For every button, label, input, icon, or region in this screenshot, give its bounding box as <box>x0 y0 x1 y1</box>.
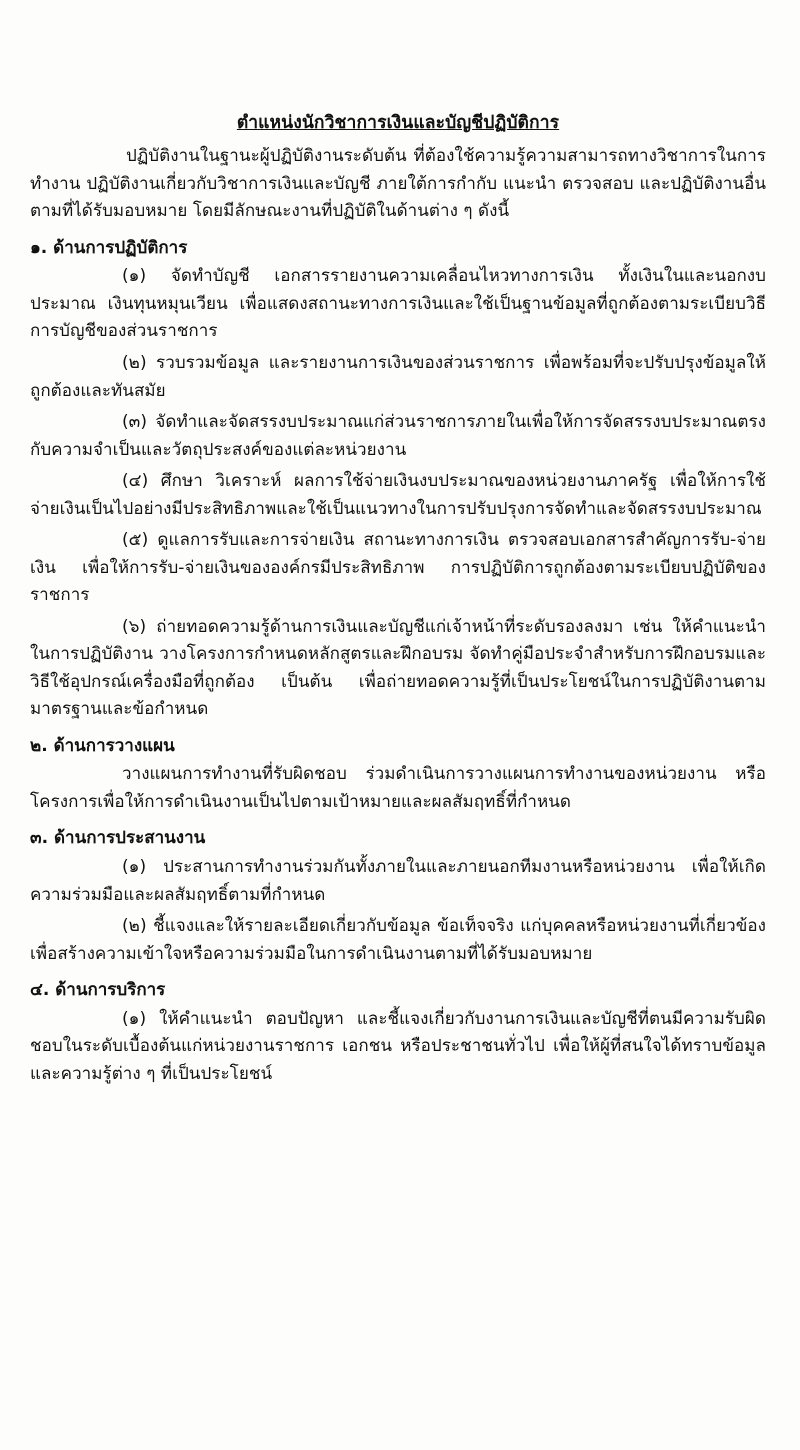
section-service <box>30 977 766 1088</box>
section-item: (๖) ถ่ายทอดความรู้ด้านการเงินและบัญชีแก่เจ้าหน้าที่ระดับรองลงมา เช่น ให้คำแนะนำในการปฏิบัติงาน วางโครงการกำหนดหลักสูตรและฝึกอบรม จัดทำคู่มือประจำสำหรับการฝึกอบรมและวิธีใช้อุปกรณ์เครื่องมือที่ถูกต้อง เป็นต้น เพื่อถ่ายทอดความรู้ที่เป็นประโยชน์ในการปฏิบัติงานตามมาตรฐานและข้อกำหนด <box>30 616 766 720</box>
section-item: (๔) ศึกษา วิเคราะห์ ผลการใช้จ่ายเงินงบประมาณของหน่วยงานภาครัฐ เพื่อให้การใช้จ่ายเงินเป็นไปอย่างมีประสิทธิภาพและใช้เป็นแนวทางในการปรับปรุงการจัดทำและจัดสรรงบประมาณ <box>30 471 766 519</box>
section-planning <box>30 733 766 817</box>
page-title: ตำแหน่งนักวิชาการเงินและบัญชีปฏิบัติการ <box>236 113 560 133</box>
section-heading: ๓. ด้านการประสานงาน <box>30 828 206 849</box>
section-item: (๕) ดูแลการรับและการจ่ายเงิน สถานะทางการเงิน ตรวจสอบเอกสารสำคัญการรับ-จ่ายเงิน เพื่อให้การรับ-จ่ายเงินขององค์กรมีประสิทธิภาพ การปฏิบัติการถูกต้องตามระเบียบปฏิบัติของราชการ <box>30 530 766 606</box>
section-coordination <box>30 825 766 968</box>
section-heading: ๑. ด้านการปฏิบัติการ <box>30 237 188 258</box>
section-item: (๒) ชี้แจงและให้รายละเอียดเกี่ยวกับข้อมูล ข้อเท็จจริง แก่บุคคลหรือหน่วยงานที่เกี่ยวข้องเพื่อสร้างความเข้าใจหรือความร่วมมือในการดำเนินงานตามที่ได้รับมอบหมาย <box>30 916 766 964</box>
section-heading: ๒. ด้านการวางแผน <box>30 735 175 756</box>
section-practice <box>30 235 766 724</box>
section-item: (๑) ให้คำแนะนำ ตอบปัญหา และชี้แจงเกี่ยวกับงานการเงินและบัญชีที่ตนมีความรับผิดชอบในระดับเบื้องต้นแก่หน่วยงานราชการ เอกชน หรือประชาชนทั่วไป เพื่อให้ผู้ที่สนใจได้ทราบข้อมูลและความรู้ต่าง ๆ ที่เป็นประโยชน์ <box>30 1008 766 1084</box>
intro-paragraph: ปฏิบัติงานในฐานะผู้ปฏิบัติงานระดับต้น ที่ต้องใช้ความรู้ความสามารถทางวิชาการในการทำงาน ปฏิบัติงานเกี่ยวกับวิชาการเงินและบัญชี ภายใต้การกำกับ แนะนำ ตรวจสอบ และปฏิบัติงานอื่นตามที่ได้รับมอบหมาย โดยมีลักษณะงานที่ปฏิบัติในด้านต่าง ๆ ดังนี้ <box>30 146 766 222</box>
section-item: (๒) รวบรวมข้อมูล และรายงานการเงินของส่วนราชการ เพื่อพร้อมที่จะปรับปรุงข้อมูลให้ถูกต้องและทันสมัย <box>30 352 766 401</box>
section-item: (๓) จัดทำและจัดสรรงบประมาณแก่ส่วนราชการภายในเพื่อให้การจัดสรรงบประมาณตรงกับความจำเป็นและวัตถุประสงค์ของแต่ละหน่วยงาน <box>30 412 766 460</box>
section-item: (๑) ประสานการทำงานร่วมกันทั้งภายในและภายนอกทีมงานหรือหน่วยงาน เพื่อให้เกิดความร่วมมือและผลสัมฤทธิ์ตามที่กำหนด <box>30 857 766 905</box>
section-heading: ๔. ด้านการบริการ <box>30 980 166 1001</box>
section-item: (๑) จัดทำบัญชี เอกสารรายงานความเคลื่อนไหวทางการเงิน ทั้งเงินในและนอกงบประมาณ เงินทุนหมุนเวียน เพื่อแสดงสถานะทางการเงินและใช้เป็นฐานข้อมูลที่ถูกต้องตามระเบียบวิธีการบัญชีของส่วนราชการ <box>30 266 766 342</box>
section-item: วางแผนการทำงานที่รับผิดชอบ ร่วมดำเนินการวางแผนการทำงานของหน่วยงาน หรือโครงการเพื่อให้การดำเนินงานเป็นไปตามเป้าหมายและผลสัมฤทธิ์ที่กำหนด <box>30 764 766 812</box>
